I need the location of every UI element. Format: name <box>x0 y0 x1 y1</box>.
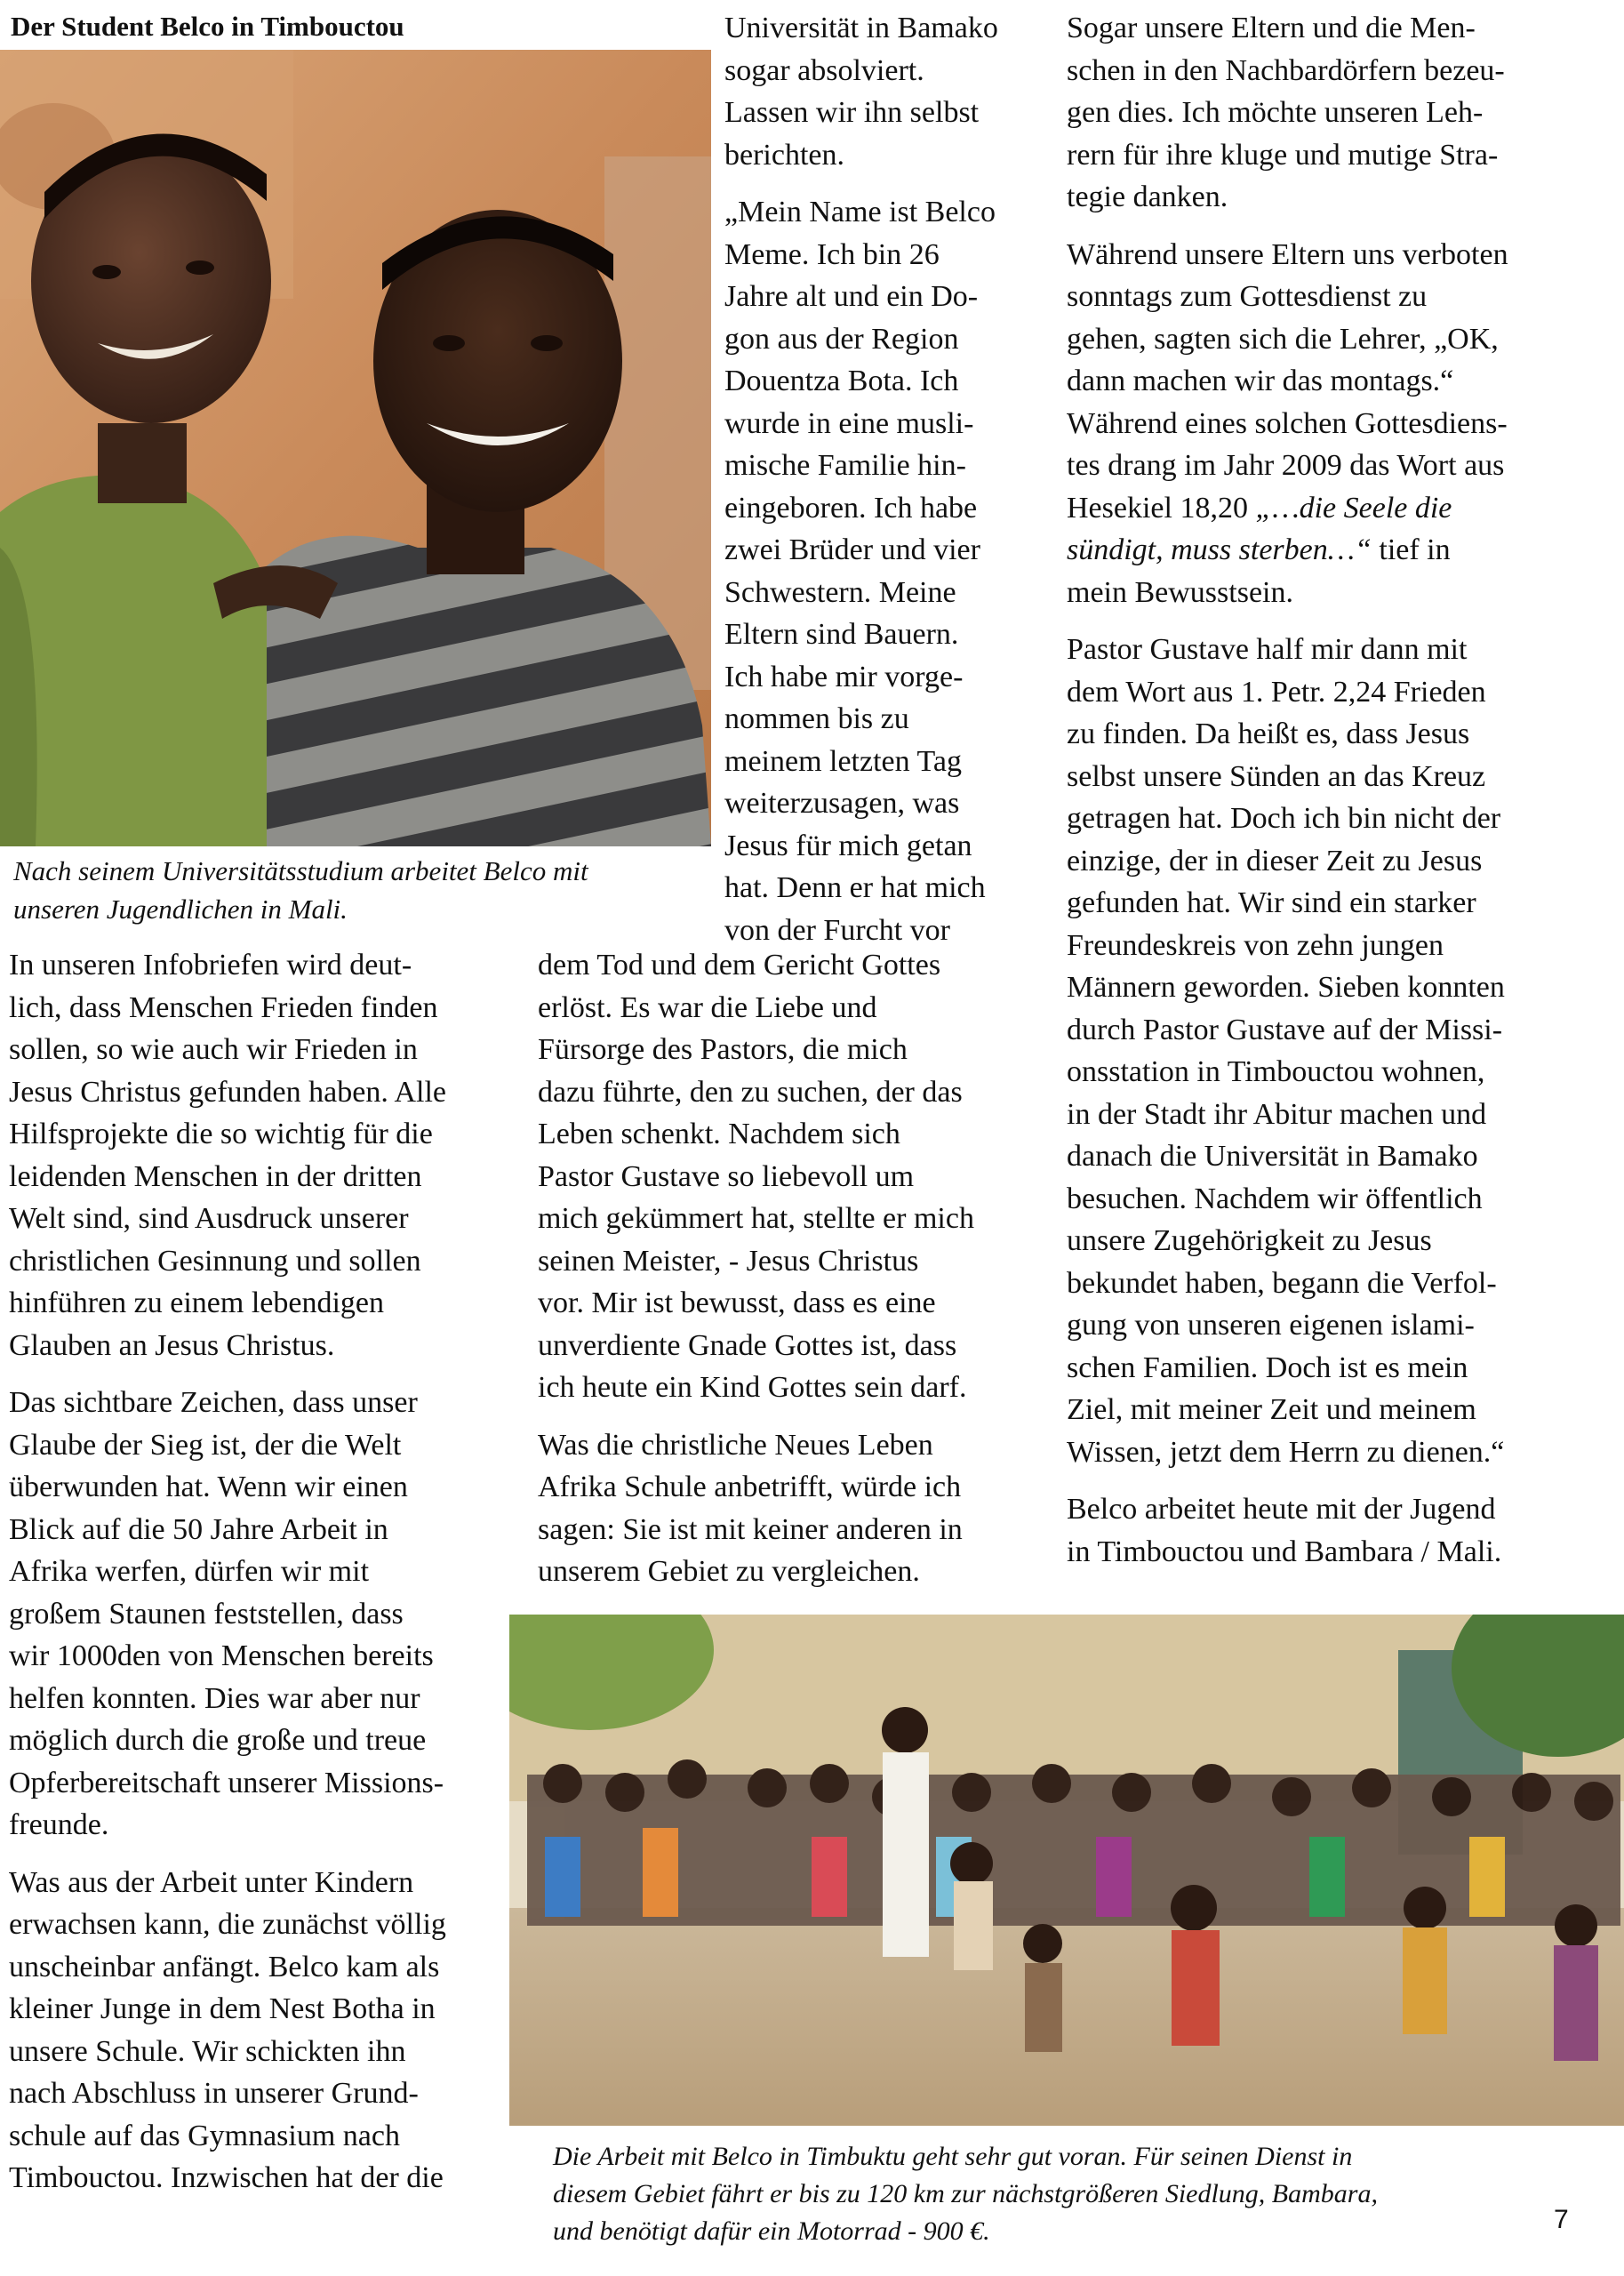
paragraph-sichtbare-zeichen: Das sichtbare Zeichen, dass unser Glaube der Sieg ist, der die Welt überwunden hat. Wenn wir einen Blick auf die 50 Jahre Arbeit in Afrika werfen, dürfen wir mit großem Staunen feststellen, dass wir 1000den von Menschen bereits helfen konnten. Dies war aber nur möglich durch die große und treue Opferbereitschaft unserer Missions- freunde. <box>9 1386 444 1841</box>
left-column <box>9 944 507 2215</box>
children-illustration <box>509 1615 1624 2126</box>
paragraph-infobriefe: In unseren Infobriefen wird deut- lich, dass Menschen Frieden finden sollen, so wie auch wir Frieden in Jesus Christus gefunden haben. Alle Hilfsprojekte die so wichtig für die leidenden Menschen in der dritten Welt sind, sind Ausdruck unserer christlichen Gesinnung und sollen hinführen zu einem lebendigen Glauben an Jesus Christus. <box>9 949 446 1362</box>
paragraph-universitaet: Universität in Bamako sogar absolviert. Lassen wir ihn selbst berichten. <box>724 12 998 172</box>
paragraph-schule: Was die christliche Neues Leben Afrika Schule anbetrifft, würde ich sagen: Sie ist mit keiner anderen in unserem Gebiet zu vergleichen. <box>538 1428 963 1588</box>
paragraph-pastor-gustave: Pastor Gustave half mir dann mit dem Wort aus 1. Petr. 2,24 Frieden zu finden. Da heißt es, dass Jesus selbst unsere Sünden an das Kreuz getragen hat. Doch ich bin nicht der einzige, der in dieser Zeit zu Jesus gefunden hat. Wir sind ein starker Freundeskreis von zehn jungen Männern geworden. Sieben konnten durch Pastor Gustave auf der Missi- onsstation in Timbouctou wohnen, in der Stadt ihr Abitur machen und danach die Universität in Bamako besuchen. Nachdem wir öffentlich unsere Zugehörigkeit zu Jesus bekundet haben, begann die Verfol- gung von unseren eigenen islami- schen Familien. Doch ist es mein Ziel, mit meiner Zeit und meinem Wissen, jetzt dem Herrn zu dienen.“ <box>1067 633 1505 1469</box>
photo-caption-portrait: Nach seinem Universitätsstudium arbeitet Belco mit unseren Jugendlichen in Mali. <box>13 855 588 925</box>
paragraph-gottesdienst <box>1067 234 1618 614</box>
paragraph-belco-quote-continued: dem Tod und dem Gericht Gottes erlöst. Es war die Liebe und Fürsorge des Pastors, die mich dazu führte, den zu suchen, der das Leben schenkt. Nachdem sich Pastor Gustave so liebevoll um mich gekümmert hat, stellte er mich seinen Meister, - Jesus Christus vor. Mir ist bewusst, dass es eine unverdiente Gnade Gottes ist, dass ich heute ein Kind Gottes sein darf. <box>538 949 974 1404</box>
gottesdienst-text-end: tief in mein Bewusstsein. <box>1067 533 1451 609</box>
portrait-illustration <box>0 50 711 846</box>
middle-column-narrow <box>724 7 1053 951</box>
page-number: 7 <box>1554 2205 1569 2234</box>
photo-caption-children: Die Arbeit mit Belco in Timbuktu geht sehr gut voran. Für seinen Dienst in diesem Gebiet fährt er bis zu 120 km zur nächstgrößeren Siedlung, Bambara, und benötigt dafür ein Motorrad - 900 €. <box>553 2142 1378 2246</box>
gottesdienst-text-start: Während unsere Eltern uns verboten sonntags zum Gottesdienst zu gehen, sagten sich die Lehrer, „OK, dann machen wir das montags.“ Während eines solchen Gottesdiens- tes drang im Jahr 2009 das Wort aus Hesekiel 18,20 <box>1067 237 1508 525</box>
paragraph-eltern-bezeugen: Sogar unsere Eltern und die Men- schen in den Nachbardörfern bezeu- gen dies. Ich möchte unseren Leh- rern für ihre kluge und mutige Stra- tegie danken. <box>1067 12 1505 213</box>
middle-column-wide <box>538 944 1036 1608</box>
hesekiel-quote: „…die Seele die sündigt, muss sterben…“ <box>1067 491 1452 566</box>
paragraph-arbeit-kinder: Was aus der Arbeit unter Kindern erwachsen kann, die zunächst völlig unscheinbar anfängt. Belco kam als kleiner Junge in dem Nest Botha in unsere Schule. Wir schickten ihn nach Abschluss in unserer Grund- schule auf das Gymnasium nach Timbouctou. Inzwischen hat der die <box>9 1865 446 2194</box>
paragraph-belco-heute: Belco arbeitet heute mit der Jugend in Timbouctou und Bambara / Mali. <box>1067 1493 1502 1568</box>
paragraph-belco-quote-start: „Mein Name ist Belco Meme. Ich bin 26 Jahre alt und ein Do- gon aus der Region Douentza Bota. Ich wurde in eine musli- mische Familie hin- eingeboren. Ich habe zwei Brüder und vier Schwestern. Meine Eltern sind Bauern. Ich habe mir vorge- nommen bis zu meinem letzten Tag weiterzusagen, was Jesus für mich getan hat. Denn er hat mich von der Furcht vor <box>724 196 996 947</box>
photo-children-group <box>509 1615 1624 2126</box>
right-column <box>1067 7 1618 1588</box>
article-title: Der Student Belco in Timbouctou <box>11 11 404 42</box>
photo-belco-portrait <box>0 50 711 846</box>
